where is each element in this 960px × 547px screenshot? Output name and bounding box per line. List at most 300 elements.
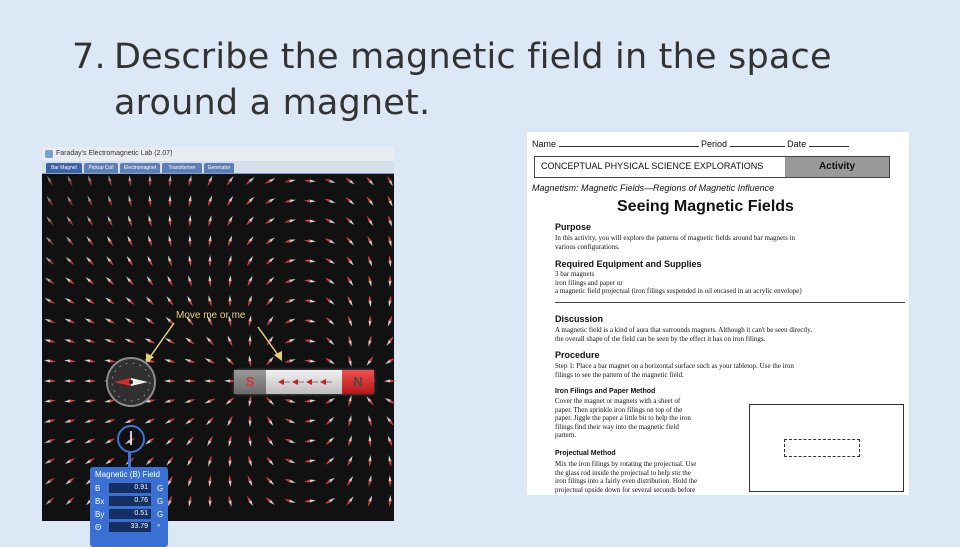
field-needle (86, 195, 94, 207)
field-needle (204, 379, 216, 382)
field-needle (167, 255, 174, 267)
field-needle (248, 435, 253, 447)
field-needle (367, 415, 373, 427)
field-needle (265, 476, 276, 487)
field-needle (344, 176, 356, 185)
field-meter[interactable] (90, 467, 168, 547)
magnet-outline (784, 439, 860, 457)
field-needle (124, 417, 136, 424)
field-needle (64, 379, 76, 382)
field-needle (145, 456, 156, 467)
question-line-1: Describe the magnetic field in the space (114, 37, 832, 77)
field-needle (164, 337, 176, 346)
field-needle (44, 379, 56, 382)
field-needle (247, 315, 252, 327)
field-needle (388, 255, 392, 267)
field-needle (144, 316, 155, 326)
field-needle (64, 437, 76, 444)
meter-value: 0.51 (109, 509, 151, 519)
meter-label: Θ (95, 523, 102, 532)
field-needle (265, 396, 276, 407)
field-needle (365, 355, 374, 367)
field-needle (146, 255, 154, 267)
field-needle (387, 295, 392, 307)
field-needle (186, 455, 194, 467)
field-needle (265, 335, 274, 347)
meter-unit: ° (157, 523, 161, 532)
field-needle (45, 195, 54, 207)
field-needle (284, 317, 296, 324)
field-needle (144, 417, 156, 425)
field-needle (208, 255, 211, 267)
field-needle (246, 495, 255, 507)
field-needle (64, 276, 75, 286)
field-needle (265, 415, 274, 427)
field-needle (245, 196, 256, 207)
field-needle (324, 476, 336, 485)
field-needle (84, 276, 95, 286)
field-needle (248, 335, 251, 347)
field-needle (184, 336, 195, 346)
field-needle (105, 255, 115, 266)
field-needle (208, 495, 211, 507)
bar-magnet[interactable] (234, 370, 374, 394)
field-needle (325, 316, 336, 326)
field-needle (265, 295, 275, 306)
field-needle (385, 415, 395, 426)
field-needle (228, 475, 232, 487)
field-needle (44, 457, 56, 465)
drawing-box (749, 404, 904, 492)
field-needle (304, 199, 316, 203)
field-needle (367, 335, 373, 347)
field-needle (84, 317, 96, 325)
field-needle (345, 236, 355, 247)
iron-method-text: Cover the magnet or magnets with a sheet of paper. Then sprinkle iron filings on top of the paper. Jiggle the paper a little bit to help the iron filings find their way into the magnetic field pattern. (555, 397, 691, 439)
series-bar (534, 156, 890, 178)
field-needle (184, 379, 196, 382)
field-needle (386, 315, 393, 327)
field-needle (208, 475, 213, 487)
field-needle (284, 437, 296, 445)
field-needle (65, 235, 75, 246)
field-needle (207, 195, 214, 207)
field-meter-stem (128, 451, 131, 467)
date-label: Date (787, 139, 807, 149)
field-needle (227, 435, 232, 447)
field-needle (304, 239, 316, 243)
field-meter-probe[interactable] (117, 425, 145, 453)
field-needle (324, 177, 336, 184)
field-needle (165, 436, 176, 446)
field-needle (166, 275, 174, 287)
field-needle (324, 497, 336, 506)
worksheet (527, 132, 909, 495)
field-needle (164, 398, 176, 404)
field-needle (188, 235, 192, 247)
step1-text: Step 1: Place a bar magnet on a horizontal surface such as your tabletop. Use the iron filings to see the pattern of the magnetic field. (555, 362, 794, 379)
field-needle (265, 435, 274, 446)
compass-needle (108, 359, 154, 405)
field-needle (347, 355, 353, 367)
field-needle (84, 359, 96, 364)
field-needle (44, 317, 56, 324)
projectual-method-text: Mix the iron filings by rotating the projectual. Use the glass rod inside the projectual to help stir the iron filings into a fairly even distribution. Hold the projectual upside down for several seconds before (555, 460, 698, 494)
field-needle (65, 496, 76, 506)
field-needle (66, 195, 75, 207)
field-needle (167, 235, 172, 247)
field-needle (45, 215, 55, 226)
period-blank (730, 138, 785, 147)
field-needle (387, 235, 393, 247)
field-needle (107, 195, 114, 207)
name-label: Name (532, 139, 557, 149)
field-needle (345, 495, 355, 506)
tab-electromagnet[interactable]: Electromagnet (120, 163, 160, 173)
field-needle (246, 275, 254, 287)
field-needle (148, 175, 151, 187)
field-needle (325, 336, 336, 346)
field-needle (264, 217, 276, 226)
field-needle (165, 295, 175, 306)
meter-unit: G (157, 510, 164, 519)
field-needle (347, 395, 353, 407)
field-needle (248, 415, 251, 427)
field-needle (324, 197, 336, 204)
field-needle (144, 436, 155, 445)
field-needle (324, 456, 335, 466)
field-needle (304, 259, 316, 263)
field-needle (228, 275, 233, 287)
field-needle (246, 255, 255, 267)
field-needle (86, 215, 95, 227)
field-needle (228, 295, 231, 307)
field-needle (347, 315, 354, 327)
field-needle (264, 496, 275, 506)
field-needle (188, 215, 192, 227)
field-needle (104, 338, 116, 345)
field-needle (367, 275, 373, 287)
field-needle (144, 337, 156, 345)
field-needle (265, 276, 276, 286)
field-needle (368, 435, 372, 447)
field-needle (84, 379, 96, 382)
field-needle (187, 175, 193, 187)
field-needle (384, 379, 396, 382)
hint-text: Move me or me (176, 310, 246, 321)
field-needle (125, 275, 135, 286)
meter-row-theta (90, 521, 168, 534)
field-needle (366, 215, 375, 227)
series-name: CONCEPTUAL PHYSICAL SCIENCE EXPLORATIONS (541, 161, 764, 171)
field-needle (228, 455, 231, 467)
field-needle (227, 495, 233, 507)
worksheet-title: Seeing Magnetic Fields (617, 198, 794, 215)
field-needle (145, 275, 154, 287)
field-needle (346, 455, 354, 467)
field-needle (145, 296, 155, 307)
field-needle (84, 457, 96, 466)
field-needle (247, 295, 254, 307)
field-needle (226, 215, 234, 227)
field-needle (247, 395, 252, 407)
field-needle (168, 175, 172, 187)
field-needle (346, 295, 354, 307)
field-needle (366, 235, 374, 247)
field-needle (164, 358, 176, 364)
field-needle (106, 215, 114, 227)
field-needle (304, 219, 316, 223)
equipment-heading: Required Equipment and Supplies (555, 259, 702, 269)
field-needle (84, 338, 96, 344)
field-needle (347, 415, 353, 427)
field-needle (44, 297, 56, 305)
field-needle (367, 475, 373, 487)
field-needle (284, 498, 296, 504)
field-needle (284, 258, 296, 264)
purpose-text: In this activity, you will explore the patterns of magnetic fields around bar magnets in various configurations. (555, 234, 796, 251)
field-needle (44, 437, 56, 444)
field-needle (188, 255, 193, 267)
tab-bar-magnet[interactable]: Bar Magnet (46, 163, 82, 173)
period-label: Period (701, 139, 728, 149)
field-needle (64, 399, 76, 404)
field-needle (124, 337, 136, 344)
purpose-heading: Purpose (555, 222, 592, 232)
field-needle (226, 415, 234, 427)
field-needle (325, 416, 336, 426)
field-needle (304, 179, 316, 183)
worksheet-header (532, 138, 849, 149)
field-needle (65, 256, 76, 266)
meter-row-bx (90, 495, 168, 508)
field-needle (304, 459, 316, 464)
field-needle (66, 175, 74, 187)
field-needle (85, 235, 95, 246)
field-needle (304, 279, 316, 284)
divider (555, 302, 905, 303)
field-needle (264, 197, 276, 205)
field-needle (64, 338, 76, 344)
field-needle (365, 395, 375, 406)
south-pole: S (234, 370, 266, 394)
field-needle (284, 218, 296, 224)
field-needle (347, 335, 353, 347)
field-needle (226, 335, 234, 347)
field-needle (205, 336, 215, 347)
field-needle (164, 379, 176, 382)
field-needle (184, 358, 196, 365)
field-needle (85, 256, 95, 267)
meter-value: 0.91 (109, 483, 151, 493)
field-needle (304, 499, 316, 504)
field-needle (386, 435, 393, 447)
field-needle (184, 416, 195, 425)
field-needle (368, 455, 372, 467)
field-needle (128, 175, 133, 187)
field-needle (127, 195, 133, 207)
field-needle (64, 297, 76, 306)
field-needle (64, 476, 75, 486)
field-needle (304, 338, 316, 343)
field-needle (366, 495, 373, 507)
field-needle (204, 397, 216, 405)
field-needle (124, 317, 136, 326)
field-needle (168, 215, 172, 227)
field-needle (206, 435, 214, 447)
field-needle (248, 355, 253, 367)
field-needle (187, 495, 192, 507)
tab-generator[interactable]: Generator (204, 163, 234, 173)
equipment-text: 3 bar magnets iron filings and paper or a magnetic field projectual (iron filings suspended in oil encased in an acrylic envelope) (555, 270, 802, 295)
field-needle (304, 399, 316, 403)
field-needle (44, 338, 56, 344)
iron-method-heading: Iron Filings and Paper Method (555, 388, 656, 395)
app-icon (45, 150, 53, 158)
field-needle (105, 276, 116, 287)
field-needle (207, 455, 213, 467)
field-needle (186, 295, 194, 307)
field-needle (206, 175, 214, 187)
meter-label: Bx (95, 497, 105, 506)
meter-unit: G (157, 497, 164, 506)
worksheet-subtitle: Magnetism: Magnetic Fields—Regions of Magnetic Influence (532, 183, 775, 193)
field-needle (366, 255, 373, 267)
compass[interactable] (106, 357, 156, 407)
field-needle (284, 398, 296, 404)
field-needle (64, 317, 76, 325)
field-needle (44, 256, 55, 266)
field-needle (168, 195, 171, 207)
field-needle (126, 235, 134, 247)
meter-value: 0.76 (109, 496, 151, 506)
field-needle (345, 255, 355, 266)
field-needle (148, 195, 152, 207)
field-area[interactable] (42, 173, 394, 532)
field-needle (324, 237, 336, 245)
field-needle (226, 195, 235, 207)
field-needle (185, 435, 195, 446)
field-needle (44, 476, 56, 485)
field-needle (324, 356, 336, 365)
field-needle (245, 235, 255, 246)
field-needle (147, 215, 153, 227)
field-needle (304, 318, 316, 323)
field-needle (365, 195, 375, 206)
field-needle (207, 295, 213, 307)
field-needle (64, 457, 76, 466)
field-needle (208, 275, 212, 287)
simulation-window (42, 147, 394, 532)
projectual-method-heading: Projectual Method (555, 450, 616, 457)
tab-transformer[interactable]: Transformer (162, 163, 202, 173)
field-needle (104, 317, 116, 325)
field-needle (247, 455, 253, 467)
field-needle (344, 196, 355, 206)
field-needle (84, 437, 96, 445)
meter-row-by (90, 508, 168, 521)
field-needle (246, 475, 254, 487)
field-needle (284, 238, 296, 244)
field-needle (265, 315, 275, 326)
field-needle (125, 296, 136, 306)
field-needle (387, 215, 394, 227)
field-needle (324, 397, 336, 406)
field-needle (84, 399, 96, 404)
sim-titlebar (42, 147, 394, 161)
name-blank (559, 138, 699, 147)
meter-label: By (95, 510, 105, 519)
field-needle (187, 475, 194, 487)
field-needle (324, 276, 336, 285)
field-needle (44, 418, 56, 424)
field-needle (284, 337, 296, 345)
field-needle (345, 275, 354, 287)
field-needle (304, 418, 316, 423)
field-needle (284, 198, 296, 203)
field-needle (64, 359, 76, 364)
field-needle (106, 235, 115, 247)
field-needle (187, 275, 194, 287)
field-needle (346, 475, 355, 487)
field-needle (304, 359, 316, 364)
field-needle (265, 455, 275, 466)
field-needle (324, 296, 335, 306)
meter-value: 33.79 (109, 522, 151, 532)
field-needle (65, 215, 74, 227)
meter-row-b (90, 482, 168, 495)
field-needle (304, 479, 316, 484)
activity-label: Activity (785, 157, 889, 177)
field-needle (44, 399, 56, 403)
field-needle (104, 296, 115, 306)
field-needle (345, 216, 356, 226)
field-needle (147, 235, 154, 247)
field-needle (324, 217, 336, 225)
field-needle (347, 435, 354, 447)
field-needle (204, 357, 216, 365)
field-needle (188, 195, 193, 207)
field-needle (44, 276, 56, 285)
field-needle (244, 176, 255, 186)
question-line-2: around a magnet. (114, 83, 431, 123)
tab-pickup-coil[interactable]: Pickup Coil (84, 163, 118, 173)
field-needle (245, 216, 255, 227)
field-needle (284, 278, 296, 285)
field-needle (304, 438, 316, 443)
field-needle (46, 175, 54, 187)
field-needle (386, 195, 394, 207)
field-needle (284, 297, 296, 304)
field-needle (84, 296, 96, 305)
field-needle (225, 356, 236, 366)
field-needle (44, 359, 56, 364)
field-needle (384, 397, 396, 406)
field-needle (127, 215, 134, 227)
field-needle (207, 215, 213, 227)
field-needle (386, 175, 394, 187)
meter-label: B (95, 484, 101, 493)
field-needle (388, 275, 391, 287)
field-needle (388, 475, 391, 487)
field-needle (104, 437, 116, 445)
field-needle (44, 496, 55, 506)
field-needle (264, 256, 275, 266)
field-needle (165, 316, 176, 326)
field-needle (227, 255, 233, 267)
field-needle (225, 175, 234, 186)
field-needle (325, 436, 336, 446)
